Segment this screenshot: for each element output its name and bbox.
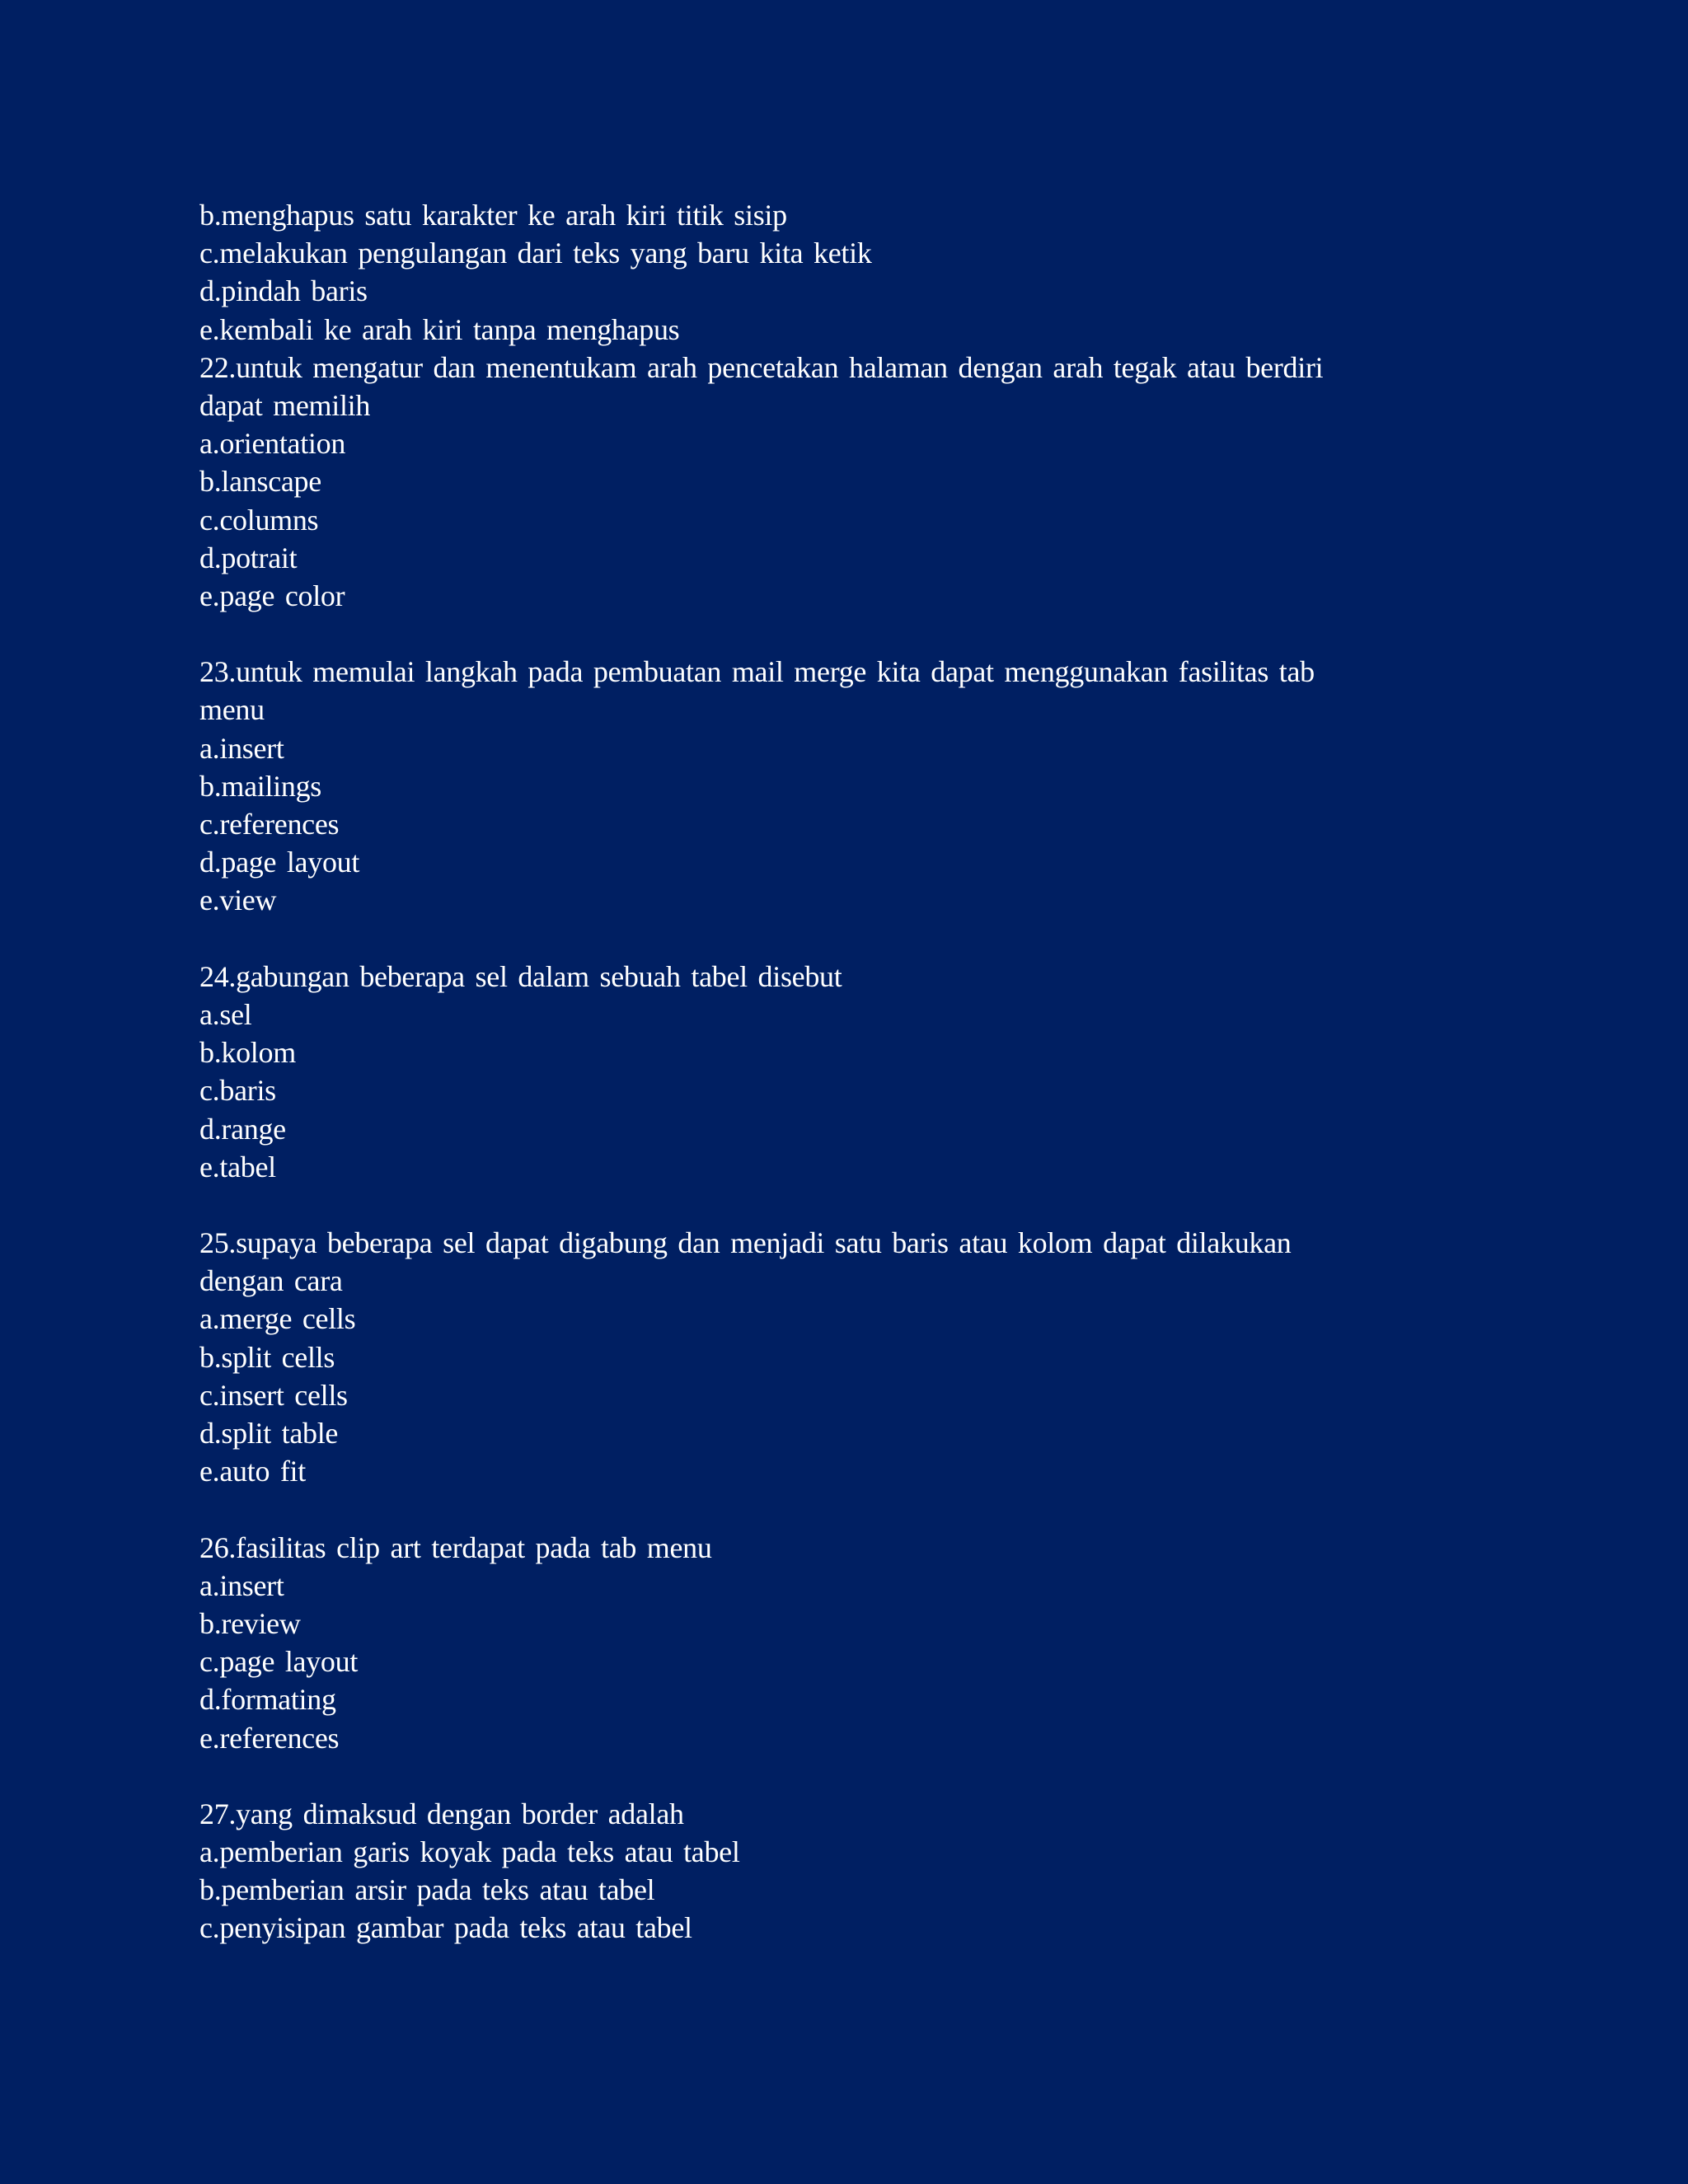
option-d: d.range xyxy=(199,1112,286,1146)
option-b: b.pemberian arsir pada teks atau tabel xyxy=(199,1873,655,1907)
option-b: b.split cells xyxy=(199,1340,335,1374)
question-26: 26.fasilitas clip art terdapat pada tab menu xyxy=(199,1530,712,1564)
option-a: a.sel xyxy=(199,997,252,1031)
blank-line xyxy=(199,920,1485,958)
text-line: e.kembali ke arah kiri tanpa menghapus xyxy=(199,312,680,346)
option-c: c.insert cells xyxy=(199,1378,348,1412)
option-c: c.penyisipan gambar pada teks atau tabel xyxy=(199,1911,692,1945)
option-a: a.insert xyxy=(199,731,284,765)
option-e: e.references xyxy=(199,1721,340,1755)
question-22: 22.untuk mengatur dan menentukam arah pencetakan halaman dengan arah tegak atau berdiri xyxy=(199,350,1324,384)
blank-line xyxy=(199,1757,1485,1795)
option-a: a.insert xyxy=(199,1568,284,1602)
option-d: d.page layout xyxy=(199,846,360,879)
blank-line xyxy=(199,615,1485,653)
document-text xyxy=(199,196,1485,1947)
question-24: 24.gabungan beberapa sel dalam sebuah tabel disebut xyxy=(199,959,842,993)
option-e: e.tabel xyxy=(199,1150,276,1183)
text-line: c.melakukan pengulangan dari teks yang baru kita ketik xyxy=(199,237,872,270)
text-line: dapat memilih xyxy=(199,388,371,422)
option-e: e.view xyxy=(199,883,277,917)
question-25: 25.supaya beberapa sel dapat digabung dan menjadi satu baris atau kolom dapat dilakukan xyxy=(199,1226,1292,1260)
text-line: menu xyxy=(199,693,265,727)
option-e: e.auto fit xyxy=(199,1455,306,1488)
option-b: b.lanscape xyxy=(199,465,321,499)
option-a: a.pemberian garis koyak pada teks atau tabel xyxy=(199,1835,740,1869)
blank-line xyxy=(199,1186,1485,1224)
option-d: d.formating xyxy=(199,1683,336,1717)
text-line: d.pindah baris xyxy=(199,274,368,308)
option-a: a.merge cells xyxy=(199,1302,356,1336)
blank-line xyxy=(199,1490,1485,1528)
option-b: b.kolom xyxy=(199,1036,296,1070)
option-d: d.potrait xyxy=(199,541,298,574)
option-d: d.split table xyxy=(199,1417,339,1450)
question-27: 27.yang dimaksud dengan border adalah xyxy=(199,1797,684,1830)
text-line: b.menghapus satu karakter ke arah kiri titik sisip xyxy=(199,199,787,232)
option-e: e.page color xyxy=(199,579,345,612)
option-b: b.mailings xyxy=(199,769,321,803)
option-c: c.baris xyxy=(199,1074,276,1108)
option-c: c.page layout xyxy=(199,1645,359,1679)
option-c: c.columns xyxy=(199,503,319,537)
option-b: b.review xyxy=(199,1606,301,1640)
option-a: a.orientation xyxy=(199,427,346,461)
option-c: c.references xyxy=(199,808,340,841)
question-23: 23.untuk memulai langkah pada pembuatan mail merge kita dapat menggunakan fasilitas tab xyxy=(199,655,1315,689)
text-line: dengan cara xyxy=(199,1264,343,1298)
